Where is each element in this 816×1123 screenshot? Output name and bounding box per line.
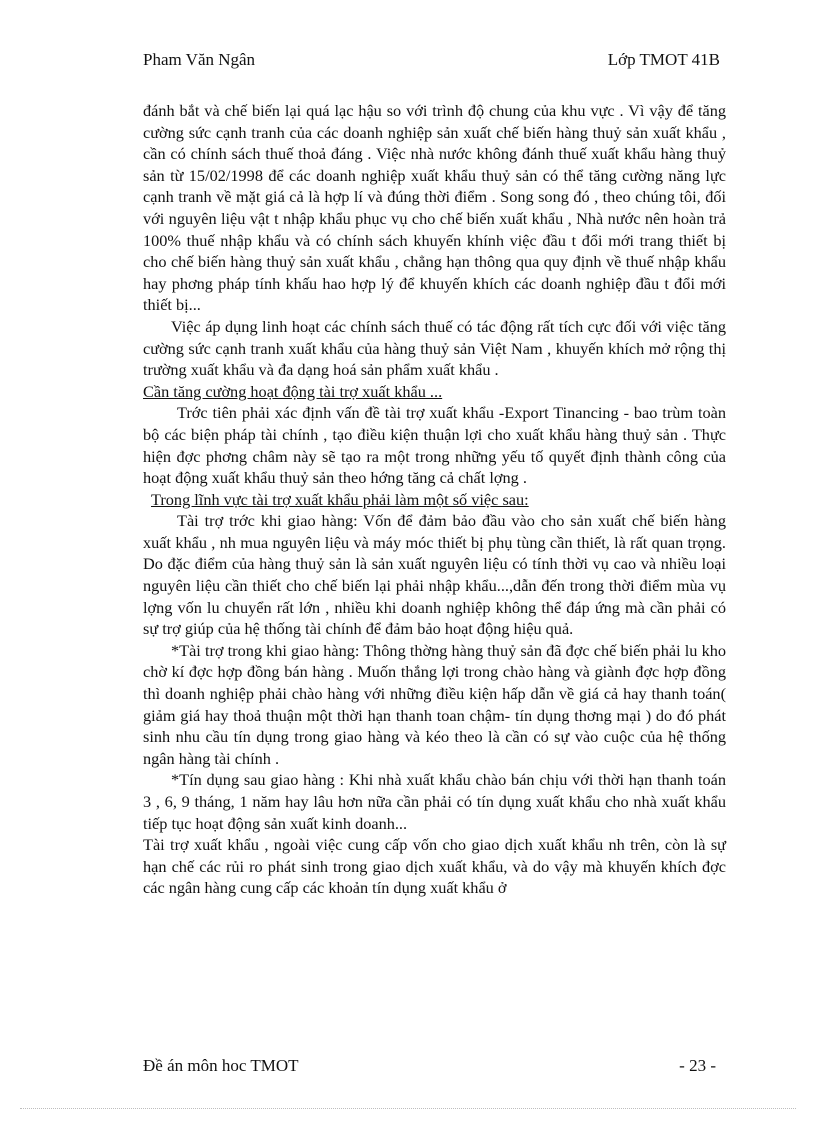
header-author: Pham Văn Ngân — [143, 50, 256, 69]
paragraph-tax-impact: Việc áp dụng linh hoạt các chính sách thuế có tác động rất tích cực đối với việc tăng cường sức cạnh tranh xuất khẩu của hàng thuỷ sản Việt Nam , khuyến khích mở rộng thị trường xuất khẩu và đa dạng hoá sản phẩm xuất khẩu . — [143, 316, 726, 380]
page-bottom-divider — [20, 1108, 796, 1109]
section-heading-tasks: Trong lĩnh vực tài trợ xuất khẩu phải làm một số việc sau: — [151, 489, 529, 509]
section-heading-export-financing: Cần tăng cường hoạt động tài trợ xuất khẩu ... — [143, 381, 443, 401]
page-number: - 23 - — [679, 1056, 716, 1075]
paragraph-post-shipment: *Tín dụng sau giao hàng : Khi nhà xuất khẩu chào bán chịu với thời hạn thanh toán 3 , 6, 9 tháng, 1 năm hay lâu hơn nữa cần phải có tín dụng xuất khẩu cho nhà xuất khẩu tiếp tục hoạt động sản xuất kinh doanh... — [143, 770, 726, 833]
document-body — [143, 100, 726, 899]
paragraph-export-financing: Trớc tiên phải xác định vấn đề tài trợ xuất khẩu -Export Tinancing - bao trùm toàn bộ các biện pháp tài chính , tạo điều kiện thuận lợi cho xuất khẩu hàng thuỷ sản . Thực hiện đợc phơng châm này sẽ tạo ra một trong những yếu tố quyết định thành công của hoạt động xuất khẩu thuỷ sản theo hớng tăng cả chất lợng . — [143, 403, 726, 488]
header-class: Lớp TMOT 41B — [607, 50, 720, 69]
paragraph-during-shipment: *Tài trợ trong khi giao hàng: Thông thờng hàng thuỷ sản đã đợc chế biến phải lu kho chờ kí đợc hợp đồng bán hàng . Muốn thắng lợi trong chào hàng và giành đợc hợp đồng thì doanh nghiệp phải chào hàng với những điều kiện hấp dẫn về giá cả hay thanh toán( giảm giá hay thoả thuận một thời hạn thanh toan chậm- tín dụng thơng mại ) do đó phát sinh nhu cầu tín dụng trong giao hàng và kéo theo là cần có sự vào cuộc của hệ thống ngân hàng tài chính . — [143, 640, 726, 768]
footer-title: Đề án môn hoc TMOT — [143, 1056, 299, 1075]
paragraph-pre-shipment: Tài trợ trớc khi giao hàng: Vốn để đảm bảo đầu vào cho sản xuất chế biến hàng xuất khẩu , nh mua nguyên liệu và máy móc thiết bị phụ tùng cần thiết, là rất quan trọng. Do đặc điểm của hàng thuỷ sản là sản xuất nguyên liệu có tính thời vụ cao và nhiều loại nguyên liệu cần thiết cho chế biến lại phải nhập khẩu...,dẫn đến trong thời điểm mùa vụ lợng vốn lu chuyển rất lớn , nhiều khi doanh nghiệp không thể đáp ứng mà cần phải có sự trợ giúp của hệ thống tài chính để đảm bảo hoạt động hiệu quả. — [143, 511, 726, 639]
paragraph-tax-policy: đánh bắt và chế biến lại quá lạc hậu so với trình độ chung của khu vực . Vì vậy để tăng cường sức cạnh tranh của các doanh nghiệp sản xuất chế biến hàng thuỷ sản xuất khẩu , cần có chính sách thuế thoả đáng . Việc nhà nước không đánh thuế xuất khẩu hàng thuỷ sản từ 15/02/1998 để các doanh nghiệp xuất khẩu thuỷ sản có thể tăng cường năng lực cạnh tranh về mặt giá cả là hợp lí và đúng thời điểm . Song song đó , theo chúng tôi, đối với nguyên liệu vật t nhập khẩu phục vụ cho chế biến xuất khẩu , Nhà nước nên hoàn trả 100% thuế nhập khẩu và có chính sách khuyến khính việc đầu t đổi mới trang thiết bị cho chế biến hàng thuỷ sản xuất khẩu , chẳng hạn thông qua quy định về thuế nhập khẩu hay phơng pháp tính khấu hao hợp lý để khuyến khích các doanh nghiệp đầu t đổi mới thiết bị... — [143, 101, 726, 315]
paragraph-financing-risk: Tài trợ xuất khẩu , ngoài việc cung cấp vốn cho giao dịch xuất khẩu nh trên, còn là sự hạn chế các rủi ro phát sinh trong giao dịch xuất khẩu, và do vậy mà khuyến khích đợc các ngân hàng cung cấp các khoản tín dụng xuất khẩu ở — [143, 835, 726, 898]
